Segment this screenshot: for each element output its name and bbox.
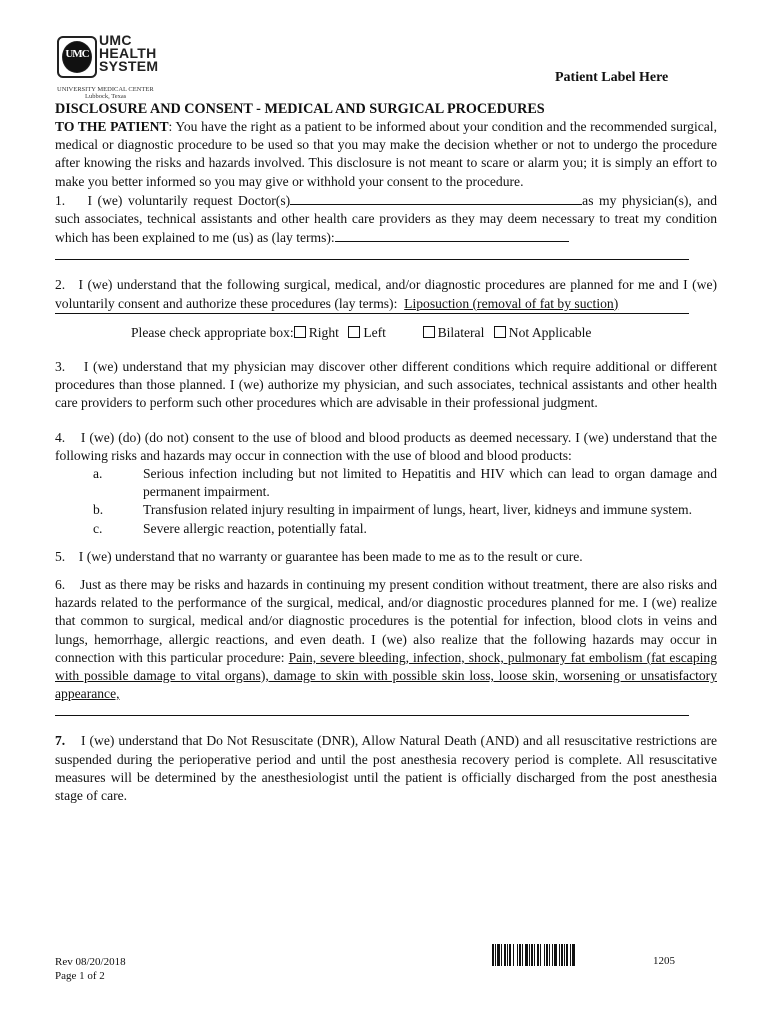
umc-seal-icon bbox=[57, 36, 97, 78]
item-3 bbox=[55, 358, 717, 413]
left-label: Left bbox=[363, 324, 386, 340]
intro-lead: TO THE PATIENT bbox=[55, 119, 169, 134]
bilateral-checkbox[interactable] bbox=[423, 326, 435, 338]
condition-lay-terms-field[interactable] bbox=[335, 228, 569, 242]
barcode-bar bbox=[575, 944, 576, 966]
org-name: UNIVERSITY MEDICAL CENTER bbox=[57, 86, 154, 93]
brand-wordmark bbox=[99, 34, 158, 73]
intro-text: : You have the right as a patient to be informed about your condition and the recommended surgical, medical or diagnostic procedure to be used so that you may make the decision whether or not to undergo the procedure after knowing the risks and hazards involved. This disclosure is not meant to scare or alarm you; it is simply an effort to make you better informed so you may give or withhold your consent to the procedure. bbox=[55, 119, 717, 189]
physician-name-field[interactable] bbox=[290, 191, 582, 205]
item-1-text-after: as my physician(s), and such associates, technical assistants and other health care providers as they may deem necessary to treat my condition which has been explained to me (us) as (lay terms): bbox=[55, 192, 718, 246]
item-4-text: I (we) (do) (do not) consent to the use of blood and blood products as deemed necessary. I (we) understand that the following risks and hazards may occur in connection with the use of blood and blood products: bbox=[55, 429, 718, 463]
item-5 bbox=[55, 548, 717, 566]
item-number: 2. bbox=[55, 277, 66, 293]
barcode-icon bbox=[492, 944, 638, 966]
item-7-text: I (we) understand that Do Not Resuscitate (DNR), Allow Natural Death (AND) and all resuscitative restrictions are suspended during the perioperative period and until the post anesthesia recovery period is complete. All resuscitative measures will be determined by the anesthesiologist until the patient is officially discharged from the post anesthesia stage of care. bbox=[55, 733, 718, 804]
item-2 bbox=[55, 276, 717, 312]
left-checkbox[interactable] bbox=[348, 326, 360, 338]
risk-label: b. bbox=[93, 502, 104, 518]
item-2-text: I (we) understand that the following surgical, medical, and/or diagnostic procedures are planned for me and I (we) voluntarily consent and authorize these procedures (lay terms): bbox=[55, 277, 718, 311]
side-checkbox-row bbox=[55, 324, 717, 342]
org-city: Lubbock, Texas bbox=[85, 93, 127, 100]
item-number: 7. bbox=[55, 733, 66, 749]
item-1-text-before: I (we) voluntarily request Doctor(s) bbox=[87, 192, 291, 208]
seal-letters: UMC bbox=[65, 48, 89, 60]
risk-text: Serious infection including but not limited to Hepatitis and HIV which can lead to organ damage and permanent impairment. bbox=[143, 466, 717, 500]
checkbox-prompt: Please check appropriate box: bbox=[131, 324, 294, 340]
risk-text: Transfusion related injury resulting in impairment of lungs, heart, liver, kidneys and immune system. bbox=[143, 502, 693, 518]
intro-paragraph bbox=[55, 118, 717, 191]
list-item bbox=[55, 501, 717, 519]
item-number: 4. bbox=[55, 429, 66, 445]
item-number: 1. bbox=[55, 192, 66, 208]
item-3-text: I (we) understand that my physician may discover other different conditions which require additional or different procedures than those planned. I (we) authorize my physician, and such associates, technical assistants and other health care providers to perform such other procedures which are advisable in their professional judgment. bbox=[55, 359, 718, 411]
not-applicable-checkbox[interactable] bbox=[494, 326, 506, 338]
document-body bbox=[55, 100, 717, 805]
item-7 bbox=[55, 732, 717, 805]
right-label: Right bbox=[308, 324, 339, 340]
patient-label-area: Patient Label Here bbox=[555, 70, 669, 85]
procedure-hazards-field[interactable]: Pain, severe bleeding, infection, shock, pulmonary fat embolism (fat escaping with possible damage to vital organs), damage to skin with possible skin loss, loose skin, worsening or unsatisfactory appearance, bbox=[55, 649, 717, 702]
item-number: 5. bbox=[55, 548, 66, 564]
list-item bbox=[55, 520, 717, 538]
organization-name bbox=[57, 86, 154, 100]
item-6-text: Just as there may be risks and hazards in continuing my present condition without treatment, there are also risks and hazards related to the performance of the surgical, medical, and/or diagnostic procedures planned for me. I (we) realize that common to surgical, medical and/or diagnostic procedures is the potential for infection, blood clots in veins and lungs, hemorrhage, allergic reactions, and even death. I (we) also realize that the following hazards may occur in connection with this particular procedure: bbox=[55, 577, 717, 665]
item-1 bbox=[55, 191, 717, 248]
revision-date: Rev 08/20/2018 bbox=[55, 956, 126, 968]
brand-line: UMC bbox=[99, 32, 132, 48]
not-applicable-label: Not Applicable bbox=[508, 324, 592, 340]
item-number: 6. bbox=[55, 577, 66, 593]
list-item bbox=[55, 465, 717, 501]
procedure-field[interactable]: Liposuction (removal of fat by suction) bbox=[404, 295, 619, 311]
brand-line: SYSTEM bbox=[99, 58, 159, 74]
item-number: 3. bbox=[55, 359, 66, 375]
item-6 bbox=[55, 576, 717, 703]
item-4 bbox=[55, 429, 717, 465]
risk-label: c. bbox=[93, 520, 103, 536]
form-number: 1205 bbox=[653, 955, 675, 967]
document-title: DISCLOSURE AND CONSENT - MEDICAL AND SURGICAL PROCEDURES bbox=[55, 101, 545, 117]
right-checkbox[interactable] bbox=[294, 326, 306, 338]
page-number: Page 1 of 2 bbox=[55, 970, 105, 982]
condition-lay-terms-line-2[interactable] bbox=[55, 247, 689, 260]
risk-text: Severe allergic reaction, potentially fatal. bbox=[143, 520, 367, 536]
hazards-line-2[interactable] bbox=[55, 703, 689, 716]
risk-label: a. bbox=[93, 466, 103, 482]
item-5-text: I (we) understand that no warranty or guarantee has been made to me as to the result or cure. bbox=[78, 548, 583, 564]
brand-line: HEALTH bbox=[99, 45, 157, 61]
bilateral-label: Bilateral bbox=[437, 324, 485, 340]
footer-revision bbox=[55, 955, 126, 983]
